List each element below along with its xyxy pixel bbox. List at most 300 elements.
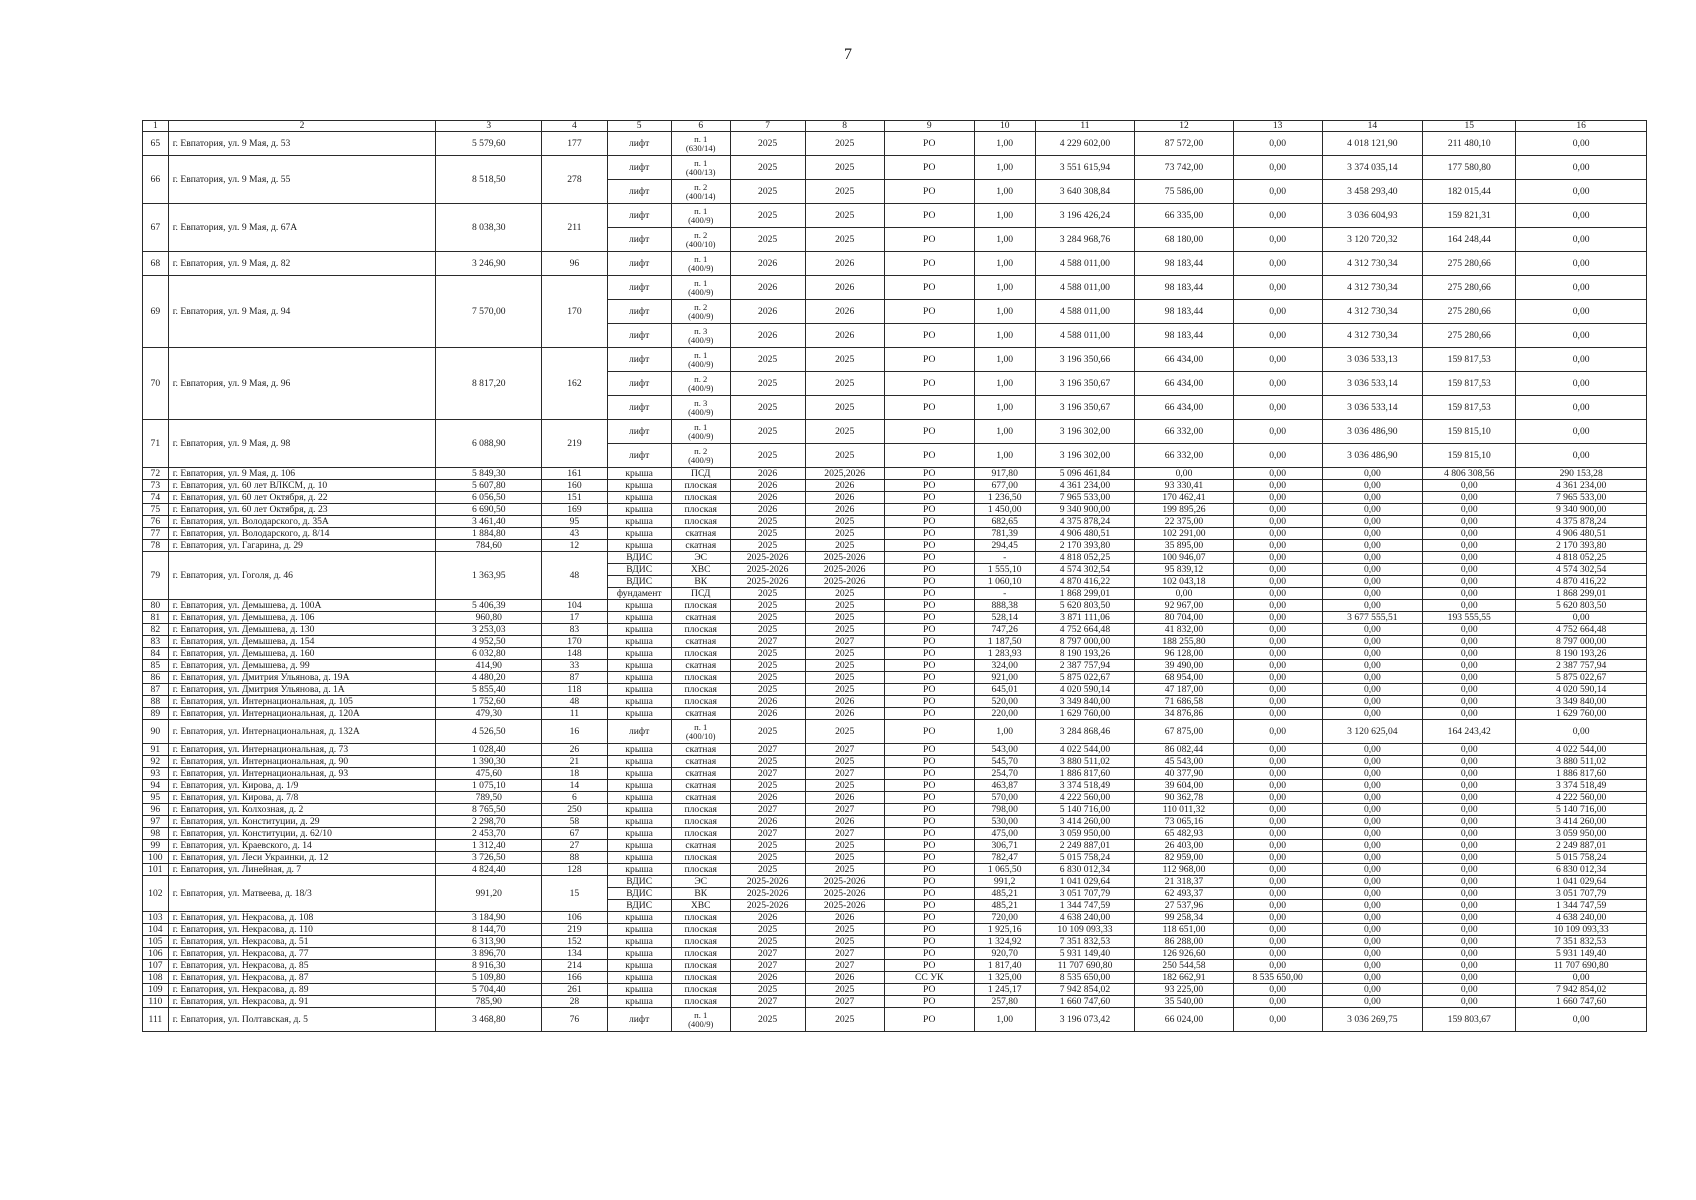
value-cell: 182 662,91 — [1135, 972, 1233, 984]
value-cell: 0,00 — [1233, 252, 1322, 276]
value-cell: 0,00 — [1423, 912, 1516, 924]
element-cell-text: п. 2 (400/9) — [688, 301, 714, 321]
value-cell: 3 036 533,14 — [1322, 396, 1423, 420]
value-cell: крыша — [607, 480, 671, 492]
value-cell: 2025-2026 — [730, 888, 805, 900]
value-cell: ВДИС — [607, 576, 671, 588]
table-row — [143, 876, 1647, 888]
value-cell: 3 880 511,02 — [1035, 756, 1135, 768]
value-cell: 86 288,00 — [1135, 936, 1233, 948]
value-cell: 545,70 — [974, 756, 1035, 768]
table-row — [143, 636, 1647, 648]
area-cell: 1 312,40 — [436, 840, 542, 852]
table-row — [143, 504, 1647, 516]
residents-cell: 11 — [542, 708, 607, 720]
value-cell: 530,00 — [974, 816, 1035, 828]
value-cell: 95 839,12 — [1135, 564, 1233, 576]
column-number-cell: 12 — [1135, 121, 1233, 132]
row-number-cell: 72 — [143, 468, 169, 480]
value-cell: 3 120 720,32 — [1322, 228, 1423, 252]
value-cell: плоская — [671, 504, 730, 516]
residents-cell: 170 — [542, 636, 607, 648]
table-row — [143, 792, 1647, 804]
value-cell: 10 109 093,33 — [1035, 924, 1135, 936]
value-cell: 5 875 022,67 — [1035, 672, 1135, 684]
value-cell: 782,47 — [974, 852, 1035, 864]
element-cell-text: п. 1 (400/9) — [688, 277, 714, 297]
row-number-cell: 74 — [143, 492, 169, 504]
value-cell: 0,00 — [1516, 372, 1647, 396]
value-cell: 9 340 900,00 — [1035, 504, 1135, 516]
value-cell: 71 686,58 — [1135, 696, 1233, 708]
value-cell: 2027 — [805, 636, 884, 648]
value-cell: 0,00 — [1516, 612, 1647, 624]
row-number-cell: 83 — [143, 636, 169, 648]
value-cell: 1,00 — [974, 1008, 1035, 1032]
value-cell: 0,00 — [1423, 816, 1516, 828]
value-cell: 0,00 — [1233, 816, 1322, 828]
address-cell: г. Евпатория, ул. Некрасова, д. 85 — [168, 960, 436, 972]
area-cell: 5 704,40 — [436, 984, 542, 996]
value-cell: 2025 — [730, 180, 805, 204]
value-cell: РО — [884, 840, 974, 852]
value-cell: 0,00 — [1322, 828, 1423, 840]
value-cell: 250 544,58 — [1135, 960, 1233, 972]
value-cell: 2025 — [805, 228, 884, 252]
value-cell: 0,00 — [1322, 852, 1423, 864]
value-cell: 39 490,00 — [1135, 660, 1233, 672]
area-cell: 5 579,60 — [436, 132, 542, 156]
value-cell: 7 965 533,00 — [1035, 492, 1135, 504]
value-cell: РО — [884, 936, 974, 948]
residents-cell: 128 — [542, 864, 607, 876]
value-cell: 0,00 — [1516, 396, 1647, 420]
area-cell: 4 952,50 — [436, 636, 542, 648]
value-cell: 4 375 878,24 — [1035, 516, 1135, 528]
value-cell: 73 742,00 — [1135, 156, 1233, 180]
table-row — [143, 696, 1647, 708]
value-cell: 68 180,00 — [1135, 228, 1233, 252]
value-cell: 0,00 — [1322, 792, 1423, 804]
value-cell: 3 640 308,84 — [1035, 180, 1135, 204]
row-number-cell: 66 — [143, 156, 169, 204]
value-cell: 2027 — [805, 744, 884, 756]
value-cell: РО — [884, 696, 974, 708]
value-cell: крыша — [607, 972, 671, 984]
value-cell: РО — [884, 708, 974, 720]
value-cell: 0,00 — [1233, 480, 1322, 492]
value-cell: 2025 — [730, 528, 805, 540]
value-cell: 1 660 747,60 — [1516, 996, 1647, 1008]
value-cell: скатная — [671, 612, 730, 624]
value-cell: 2027 — [805, 768, 884, 780]
value-cell: 8 535 650,00 — [1035, 972, 1135, 984]
address-cell: г. Евпатория, ул. Демышева, д. 106 — [168, 612, 436, 624]
area-cell: 7 570,00 — [436, 276, 542, 348]
value-cell: РО — [884, 156, 974, 180]
area-cell: 3 468,80 — [436, 1008, 542, 1032]
element-cell — [671, 204, 730, 228]
value-cell: 0,00 — [1423, 744, 1516, 756]
value-cell: 4 312 730,34 — [1322, 300, 1423, 324]
value-cell: 2025 — [730, 372, 805, 396]
value-cell: плоская — [671, 996, 730, 1008]
address-cell: г. Евпатория, ул. 9 Мая, д. 82 — [168, 252, 436, 276]
value-cell: 1 283,93 — [974, 648, 1035, 660]
value-cell: 0,00 — [1423, 936, 1516, 948]
value-cell: крыша — [607, 924, 671, 936]
element-cell — [671, 132, 730, 156]
value-cell: РО — [884, 576, 974, 588]
value-cell: 2025 — [805, 156, 884, 180]
value-cell: 1 868 299,01 — [1035, 588, 1135, 600]
value-cell: 0,00 — [1423, 900, 1516, 912]
column-number-cell: 3 — [436, 121, 542, 132]
value-cell: 8 797 000,00 — [1035, 636, 1135, 648]
value-cell: 2026 — [730, 492, 805, 504]
value-cell: 2025 — [730, 600, 805, 612]
address-cell: г. Евпатория, ул. Конституции, д. 62/10 — [168, 828, 436, 840]
value-cell: 170 462,41 — [1135, 492, 1233, 504]
value-cell: 3 284 968,76 — [1035, 228, 1135, 252]
residents-cell: 211 — [542, 204, 607, 252]
value-cell: 0,00 — [1423, 672, 1516, 684]
residents-cell: 134 — [542, 948, 607, 960]
value-cell: 2025 — [805, 132, 884, 156]
residents-cell: 21 — [542, 756, 607, 768]
address-cell: г. Евпатория, ул. Володарского, д. 35А — [168, 516, 436, 528]
area-cell: 6 088,90 — [436, 420, 542, 468]
value-cell: 1 060,10 — [974, 576, 1035, 588]
table-row — [143, 276, 1647, 300]
row-number-cell: 84 — [143, 648, 169, 660]
value-cell: 0,00 — [1322, 492, 1423, 504]
value-cell: 0,00 — [1233, 804, 1322, 816]
value-cell: 2026 — [805, 492, 884, 504]
value-cell: 98 183,44 — [1135, 324, 1233, 348]
value-cell: 90 362,78 — [1135, 792, 1233, 804]
value-cell: 0,00 — [1233, 504, 1322, 516]
value-cell: 2025-2026 — [730, 900, 805, 912]
value-cell: 0,00 — [1233, 924, 1322, 936]
area-cell: 3 896,70 — [436, 948, 542, 960]
value-cell: 294,45 — [974, 540, 1035, 552]
value-cell: 4 870 416,22 — [1516, 576, 1647, 588]
value-cell: 2026 — [805, 252, 884, 276]
value-cell: плоская — [671, 936, 730, 948]
value-cell: 1,00 — [974, 132, 1035, 156]
value-cell: 164 243,42 — [1423, 720, 1516, 744]
value-cell: 5 015 758,24 — [1035, 852, 1135, 864]
value-cell: 0,00 — [1233, 1008, 1322, 1032]
value-cell: 2025 — [805, 396, 884, 420]
value-cell: 8 190 193,26 — [1035, 648, 1135, 660]
element-cell-text: п. 2 (400/14) — [685, 181, 716, 201]
value-cell: 100 946,07 — [1135, 552, 1233, 564]
address-cell: г. Евпатория, ул. Кирова, д. 1/9 — [168, 780, 436, 792]
row-number-cell: 98 — [143, 828, 169, 840]
table-row — [143, 420, 1647, 444]
value-cell: 0,00 — [1233, 468, 1322, 480]
address-cell: г. Евпатория, ул. Демышева, д. 100А — [168, 600, 436, 612]
value-cell: 4 906 480,51 — [1035, 528, 1135, 540]
value-cell: 0,00 — [1423, 804, 1516, 816]
address-cell: г. Евпатория, ул. 60 лет Октября, д. 23 — [168, 504, 436, 516]
table-row — [143, 996, 1647, 1008]
area-cell: 5 406,39 — [436, 600, 542, 612]
residents-cell: 151 — [542, 492, 607, 504]
value-cell: 0,00 — [1516, 720, 1647, 744]
row-number-cell: 75 — [143, 504, 169, 516]
value-cell: 4 375 878,24 — [1516, 516, 1647, 528]
value-cell: 21 318,37 — [1135, 876, 1233, 888]
value-cell: 86 082,44 — [1135, 744, 1233, 756]
value-cell: 0,00 — [1233, 228, 1322, 252]
value-cell: 2025 — [805, 852, 884, 864]
address-cell: г. Евпатория, ул. Демышева, д. 154 — [168, 636, 436, 648]
value-cell: 0,00 — [1233, 492, 1322, 504]
value-cell: 0,00 — [1233, 420, 1322, 444]
value-cell: плоская — [671, 912, 730, 924]
area-cell: 8 817,20 — [436, 348, 542, 420]
value-cell: лифт — [607, 228, 671, 252]
value-cell: 2025 — [805, 624, 884, 636]
value-cell: 8 797 000,00 — [1516, 636, 1647, 648]
value-cell: РО — [884, 768, 974, 780]
value-cell: 80 704,00 — [1135, 612, 1233, 624]
value-cell: 66 335,00 — [1135, 204, 1233, 228]
value-cell: 2025 — [730, 720, 805, 744]
value-cell: 5 096 461,84 — [1035, 468, 1135, 480]
value-cell: 3 051 707,79 — [1035, 888, 1135, 900]
value-cell: плоская — [671, 828, 730, 840]
value-cell: 0,00 — [1423, 684, 1516, 696]
value-cell: 0,00 — [1516, 444, 1647, 468]
column-number-cell: 16 — [1516, 121, 1647, 132]
value-cell: 102 291,00 — [1135, 528, 1233, 540]
value-cell: 98 183,44 — [1135, 276, 1233, 300]
table-row — [143, 708, 1647, 720]
value-cell: РО — [884, 528, 974, 540]
value-cell: 4 818 052,25 — [1035, 552, 1135, 564]
value-cell: 0,00 — [1423, 768, 1516, 780]
value-cell: 159 817,53 — [1423, 348, 1516, 372]
area-cell: 8 916,30 — [436, 960, 542, 972]
value-cell: ВДИС — [607, 564, 671, 576]
value-cell: 0,00 — [1516, 180, 1647, 204]
value-cell: 2027 — [805, 828, 884, 840]
element-cell-text: п. 3 (400/9) — [688, 325, 714, 345]
column-number-cell: 9 — [884, 121, 974, 132]
element-cell-text: п. 1 (630/14) — [685, 133, 716, 153]
residents-cell: 88 — [542, 852, 607, 864]
value-cell: РО — [884, 504, 974, 516]
value-cell: РО — [884, 780, 974, 792]
address-cell: г. Евпатория, ул. Кирова, д. 7/8 — [168, 792, 436, 804]
value-cell: 1 065,50 — [974, 864, 1035, 876]
value-cell: 2025-2026 — [805, 888, 884, 900]
value-cell: 0,00 — [1322, 804, 1423, 816]
residents-cell: 104 — [542, 600, 607, 612]
value-cell: 4 361 234,00 — [1035, 480, 1135, 492]
value-cell: 0,00 — [1322, 528, 1423, 540]
value-cell: 6 830 012,34 — [1035, 864, 1135, 876]
value-cell: 2027 — [805, 996, 884, 1008]
value-cell: 5 875 022,67 — [1516, 672, 1647, 684]
value-cell: РО — [884, 252, 974, 276]
value-cell: 2025 — [730, 756, 805, 768]
value-cell: 0,00 — [1233, 648, 1322, 660]
value-cell: 0,00 — [1516, 252, 1647, 276]
value-cell: 0,00 — [1233, 888, 1322, 900]
value-cell: 3 551 615,94 — [1035, 156, 1135, 180]
value-cell: 3 677 555,51 — [1322, 612, 1423, 624]
residents-cell: 214 — [542, 960, 607, 972]
value-cell: 4 312 730,34 — [1322, 252, 1423, 276]
value-cell: 257,80 — [974, 996, 1035, 1008]
value-cell: 3 349 840,00 — [1516, 696, 1647, 708]
value-cell: РО — [884, 348, 974, 372]
table-row — [143, 612, 1647, 624]
value-cell: 2027 — [730, 828, 805, 840]
residents-cell: 15 — [542, 876, 607, 912]
value-cell: 0,00 — [1322, 684, 1423, 696]
table-row — [143, 768, 1647, 780]
table-row — [143, 912, 1647, 924]
value-cell: 3 036 486,90 — [1322, 420, 1423, 444]
value-cell: РО — [884, 852, 974, 864]
value-cell: 2025 — [730, 348, 805, 372]
residents-cell: 152 — [542, 936, 607, 948]
value-cell: 2025 — [730, 156, 805, 180]
header-row — [143, 121, 1647, 132]
value-cell: 0,00 — [1423, 600, 1516, 612]
value-cell: 2025 — [805, 1008, 884, 1032]
residents-cell: 162 — [542, 348, 607, 420]
value-cell: плоская — [671, 516, 730, 528]
residents-cell: 83 — [542, 624, 607, 636]
value-cell: 2025-2026 — [730, 576, 805, 588]
value-cell: 1,00 — [974, 348, 1035, 372]
value-cell: 0,00 — [1233, 720, 1322, 744]
value-cell: РО — [884, 888, 974, 900]
value-cell: РО — [884, 660, 974, 672]
address-cell: г. Евпатория, ул. Интернациональная, д. 90 — [168, 756, 436, 768]
value-cell: 2 170 393,80 — [1035, 540, 1135, 552]
area-cell: 414,90 — [436, 660, 542, 672]
row-number-cell: 78 — [143, 540, 169, 552]
value-cell: 0,00 — [1516, 228, 1647, 252]
value-cell: 5 140 716,00 — [1516, 804, 1647, 816]
value-cell: РО — [884, 540, 974, 552]
value-cell: 4 020 590,14 — [1516, 684, 1647, 696]
area-cell: 4 480,20 — [436, 672, 542, 684]
area-cell: 1 075,10 — [436, 780, 542, 792]
value-cell: 2025 — [805, 600, 884, 612]
value-cell: 3 284 868,46 — [1035, 720, 1135, 744]
table-row — [143, 252, 1647, 276]
value-cell: 2025 — [805, 420, 884, 444]
area-cell: 479,30 — [436, 708, 542, 720]
value-cell: 4 588 011,00 — [1035, 252, 1135, 276]
value-cell: 87 572,00 — [1135, 132, 1233, 156]
value-cell: 0,00 — [1233, 444, 1322, 468]
value-cell: 2 249 887,01 — [1516, 840, 1647, 852]
value-cell: ВК — [671, 576, 730, 588]
value-cell: 159 817,53 — [1423, 396, 1516, 420]
value-cell: 4 574 302,54 — [1035, 564, 1135, 576]
value-cell: 0,00 — [1322, 960, 1423, 972]
value-cell: РО — [884, 792, 974, 804]
value-cell: плоская — [671, 852, 730, 864]
value-cell: 2026 — [730, 504, 805, 516]
value-cell: 0,00 — [1322, 504, 1423, 516]
table-row — [143, 840, 1647, 852]
element-cell — [671, 1008, 730, 1032]
value-cell: 0,00 — [1233, 960, 1322, 972]
value-cell: лифт — [607, 252, 671, 276]
column-number-cell: 11 — [1035, 121, 1135, 132]
value-cell: лифт — [607, 276, 671, 300]
value-cell: 2025 — [805, 348, 884, 372]
value-cell: 159 815,10 — [1423, 420, 1516, 444]
value-cell: 0,00 — [1423, 708, 1516, 720]
value-cell: 4 638 240,00 — [1035, 912, 1135, 924]
value-cell: 2026 — [730, 468, 805, 480]
area-cell: 991,20 — [436, 876, 542, 912]
value-cell: крыша — [607, 780, 671, 792]
value-cell: плоская — [671, 624, 730, 636]
element-cell-text: п. 2 (400/10) — [685, 229, 716, 249]
value-cell: 2025 — [805, 756, 884, 768]
value-cell: 0,00 — [1322, 900, 1423, 912]
value-cell: ПСД — [671, 468, 730, 480]
value-cell: РО — [884, 996, 974, 1008]
value-cell: 2026 — [730, 252, 805, 276]
table-row — [143, 132, 1647, 156]
value-cell: 159 821,31 — [1423, 204, 1516, 228]
column-number-cell: 10 — [974, 121, 1035, 132]
value-cell: 35 895,00 — [1135, 540, 1233, 552]
value-cell: 2026 — [730, 912, 805, 924]
area-cell: 8 765,50 — [436, 804, 542, 816]
value-cell: 1 886 817,60 — [1516, 768, 1647, 780]
element-cell — [671, 324, 730, 348]
value-cell: 0,00 — [1423, 828, 1516, 840]
address-cell: г. Евпатория, ул. 9 Мая, д. 94 — [168, 276, 436, 348]
area-cell: 1 752,60 — [436, 696, 542, 708]
area-cell: 4 824,40 — [436, 864, 542, 876]
value-cell: РО — [884, 468, 974, 480]
value-cell: 66 434,00 — [1135, 348, 1233, 372]
value-cell: РО — [884, 396, 974, 420]
value-cell: 0,00 — [1423, 552, 1516, 564]
value-cell: 6 830 012,34 — [1516, 864, 1647, 876]
area-cell: 8 038,30 — [436, 204, 542, 252]
value-cell: 3 871 111,06 — [1035, 612, 1135, 624]
value-cell: 0,00 — [1322, 972, 1423, 984]
area-cell: 2 298,70 — [436, 816, 542, 828]
residents-cell: 95 — [542, 516, 607, 528]
element-cell-text: п. 1 (400/10) — [685, 721, 716, 741]
value-cell: 720,00 — [974, 912, 1035, 924]
value-cell: 2027 — [730, 768, 805, 780]
value-cell: 4 574 302,54 — [1516, 564, 1647, 576]
address-cell: г. Евпатория, ул. Матвеева, д. 18/3 — [168, 876, 436, 912]
value-cell: 254,70 — [974, 768, 1035, 780]
value-cell: 1,00 — [974, 252, 1035, 276]
value-cell: РО — [884, 600, 974, 612]
